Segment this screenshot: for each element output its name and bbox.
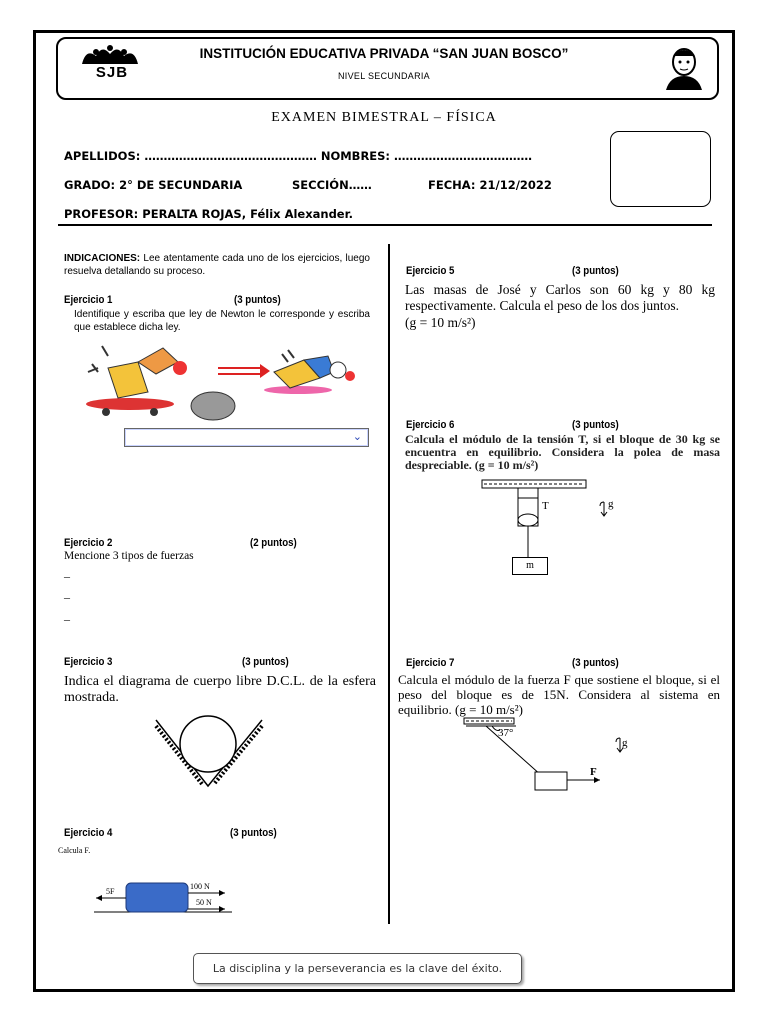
bullet-2: –	[64, 590, 70, 604]
exercise-3-points: (3 puntos)	[242, 656, 289, 668]
motto-box: La disciplina y la perseverancia es la clave del éxito.	[193, 953, 522, 984]
indications-label: INDICACIONES:	[64, 253, 141, 264]
tension-label: T	[542, 500, 549, 512]
exercise-7-text: Calcula el módulo de la fuerza F que sostiene el bloque, si el peso del bloque es de 15N. Considera al sistema en equilibrio. (g = 10 m/s²)	[398, 672, 720, 717]
exercise-1-title: Ejercicio 1	[64, 294, 113, 306]
exercise-5-gravity: (g = 10 m/s²)	[405, 315, 476, 330]
names-line[interactable]: APELLIDOS: ……………………………………… NOMBRES: ………………………………	[64, 149, 533, 163]
exercise-6-text: Calcula el módulo de la tensión T, si el bloque de 30 kg se encuentra en equilibrio. Considera la polea de masa despreciable. (g = 10 m/s²)	[405, 432, 720, 472]
exercise-5-text: Las masas de José y Carlos son 60 kg y 80 kg respectivamente. Calcula el peso de los dos juntos.	[405, 282, 715, 313]
exercise-5-points: (3 puntos)	[572, 265, 619, 277]
exercise-4-points: (3 puntos)	[230, 827, 277, 839]
exercise-3-text: Indica el diagrama de cuerpo libre D.C.L. de la esfera mostrada.	[64, 674, 376, 705]
exercise-5-title: Ejercicio 5	[406, 265, 455, 277]
header-divider	[58, 224, 712, 226]
mass-block: m	[512, 557, 548, 575]
rope-block-diagram	[462, 716, 612, 794]
exercise-1-points: (3 puntos)	[234, 294, 281, 306]
exercise-2-points: (2 puntos)	[250, 537, 297, 549]
force-f-label: F	[590, 766, 597, 778]
exercise-3-title: Ejercicio 3	[64, 656, 113, 668]
block-force-diagram	[90, 878, 235, 918]
exercise-7-points: (3 puntos)	[572, 657, 619, 669]
skateboard-illustration	[68, 342, 373, 424]
indications	[64, 252, 370, 278]
grade-line: GRADO: 2° DE SECUNDARIA	[64, 178, 243, 192]
bullet-3: –	[64, 612, 70, 626]
angle-label: 37°	[498, 727, 514, 739]
logo-text: SJB	[95, 64, 129, 81]
force-100n-label: 100 N	[190, 882, 210, 891]
column-divider	[388, 244, 390, 924]
exercise-7-title: Ejercicio 7	[406, 657, 455, 669]
photo-box	[610, 131, 711, 207]
teacher-line: PROFESOR: PERALTA ROJAS, Félix Alexander.	[64, 207, 354, 221]
force-5f-label: 5F	[106, 887, 115, 896]
section-line[interactable]: SECCIÓN……	[292, 178, 372, 192]
bullet-1: –	[64, 569, 70, 583]
exercise-1-text: Identifique y escriba que ley de Newton le corresponde y escriba que establece dicha ley.	[74, 309, 370, 333]
school-level: NIVEL SECUNDARIA	[338, 71, 430, 81]
indications-text: Lee atentamente cada uno de los ejercicios, luego resuelva detallando su proceso.	[64, 253, 370, 277]
school-name: INSTITUCIÓN EDUCATIVA PRIVADA “SAN JUAN BOSCO”	[199, 46, 569, 61]
exercise-6-points: (3 puntos)	[572, 419, 619, 431]
sphere-diagram	[150, 712, 270, 792]
chevron-down-icon: ⌄	[352, 431, 362, 443]
saint-portrait	[660, 42, 708, 92]
gravity-label-6: g	[608, 498, 614, 510]
exercise-4-title: Ejercicio 4	[64, 827, 113, 839]
exercise-2-text: Mencione 3 tipos de fuerzas	[64, 550, 194, 562]
exercise-6-title: Ejercicio 6	[406, 419, 455, 431]
exam-title: EXAMEN BIMESTRAL – FÍSICA	[271, 110, 497, 125]
date-line: FECHA: 21/12/2022	[428, 178, 552, 192]
exercise-4-text: Calcula F.	[58, 846, 91, 855]
exercise-2-title: Ejercicio 2	[64, 537, 113, 549]
answer-dropdown[interactable]	[124, 428, 369, 447]
gravity-label-7: g	[622, 737, 628, 749]
force-50n-label: 50 N	[196, 898, 212, 907]
